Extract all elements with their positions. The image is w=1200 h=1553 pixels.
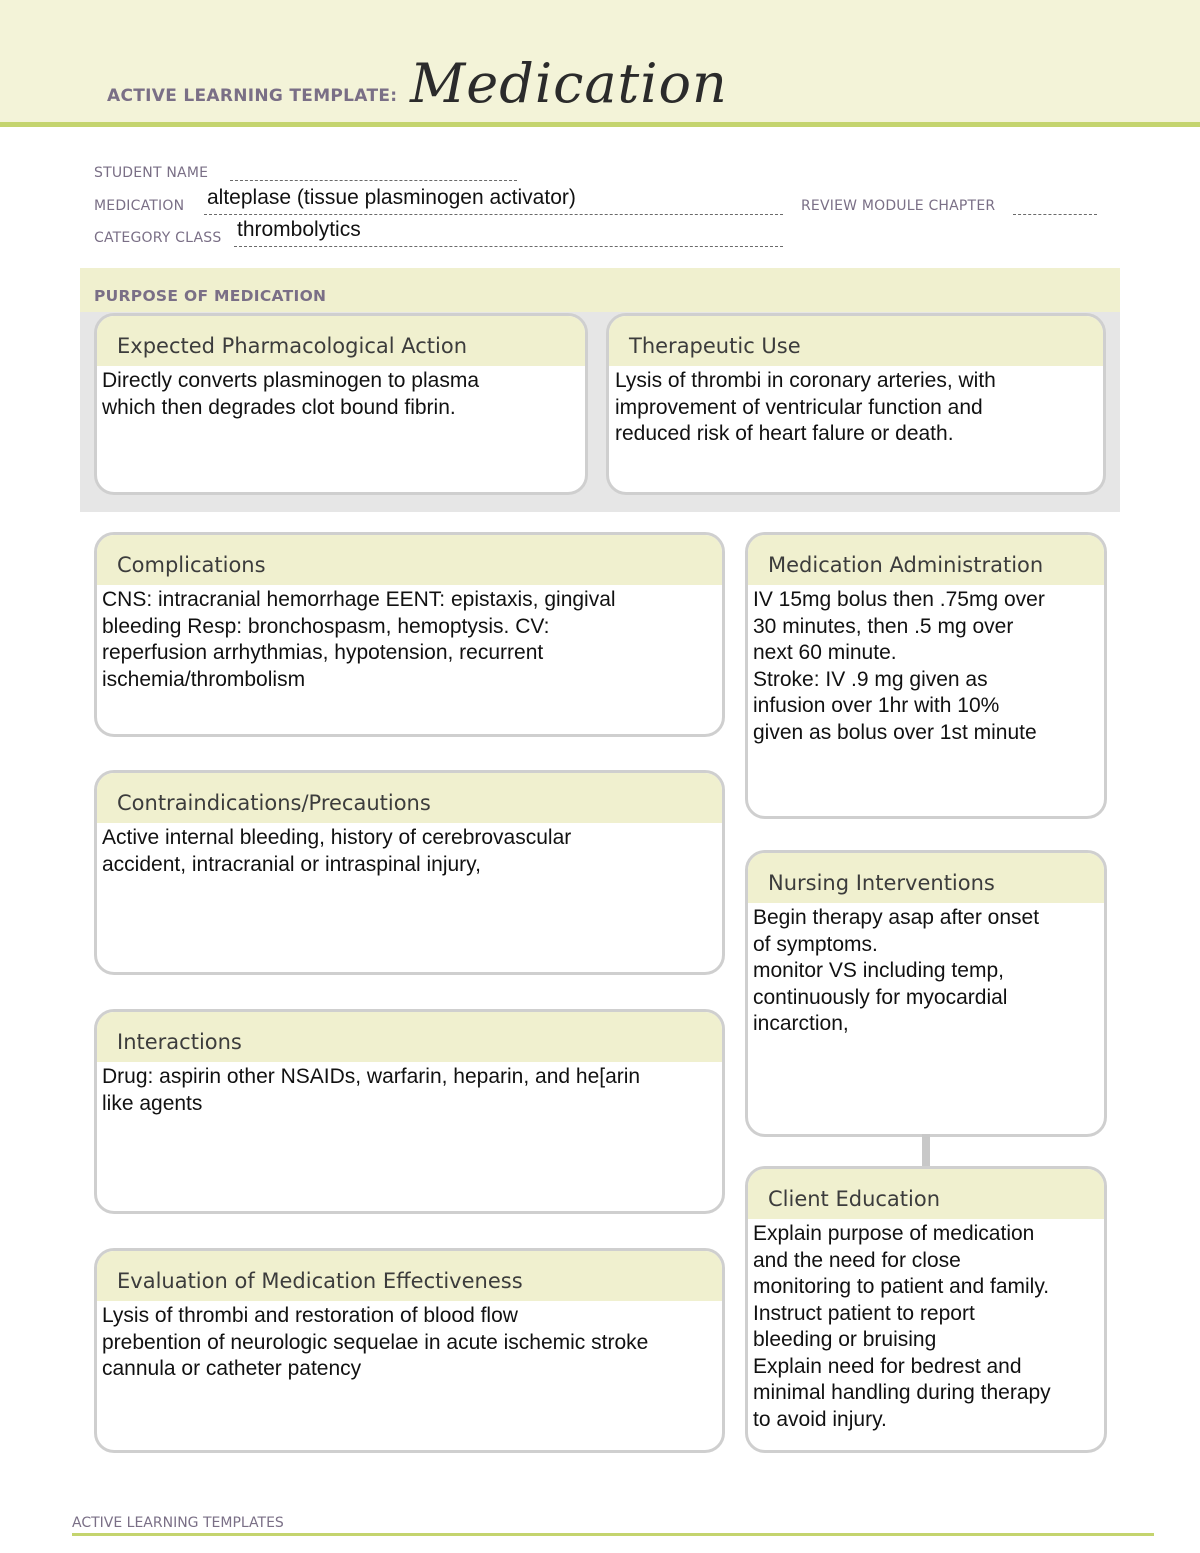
- therapeutic-use-title: Therapeutic Use: [609, 316, 1103, 366]
- interactions-text[interactable]: Drug: aspirin other NSAIDs, warfarin, heparin, and he[arin like agents: [102, 1065, 641, 1115]
- expected-action-box: [94, 313, 588, 495]
- evaluation-text[interactable]: Lysis of thrombi and restoration of blood flow prebention of neurologic sequelae in acute ischemic stroke cannula or catheter patency: [102, 1304, 649, 1380]
- evaluation-title: Evaluation of Medication Effectiveness: [97, 1251, 722, 1301]
- footer-label: ACTIVE LEARNING TEMPLATES: [72, 1515, 284, 1531]
- nursing-text[interactable]: Begin therapy asap after onset of symptoms. monitor VS including temp, continuously for myocardial incarction,: [753, 906, 1040, 1035]
- contraindications-title: Contraindications/Precautions: [97, 773, 722, 823]
- expected-action-title: Expected Pharmacological Action: [97, 316, 585, 366]
- footer-rule: [72, 1533, 1154, 1536]
- therapeutic-use-text[interactable]: Lysis of thrombi in coronary arteries, with improvement of ventricular function and reduced risk of heart falure or death.: [615, 369, 996, 445]
- category-class-label: CATEGORY CLASS: [94, 230, 222, 246]
- review-module-label: REVIEW MODULE CHAPTER: [801, 198, 996, 214]
- page-title: Medication: [410, 52, 728, 115]
- complications-text[interactable]: CNS: intracranial hemorrhage EENT: epistaxis, gingival bleeding Resp: bronchospasm, hemoptysis. CV: reperfusion arrhythmias, hypotension, recurrent ischemia/thrombolism: [102, 588, 616, 691]
- contraindications-text[interactable]: Active internal bleeding, history of cerebrovascular accident, intracranial or intraspinal injury,: [102, 826, 572, 876]
- client-education-box: [745, 1166, 1107, 1453]
- purpose-label: PURPOSE OF MEDICATION: [94, 287, 327, 305]
- administration-text[interactable]: IV 15mg bolus then .75mg over 30 minutes, then .5 mg over next 60 minute. Stroke: IV .9 mg given as infusion over 1hr with 10% given as bolus over 1st minute: [753, 588, 1045, 744]
- contraindications-box: [94, 770, 725, 975]
- category-class-field[interactable]: thrombolytics: [237, 218, 361, 241]
- therapeutic-use-box: [606, 313, 1106, 495]
- interactions-title: Interactions: [97, 1012, 722, 1062]
- client-education-text[interactable]: Explain purpose of medication and the need for close monitoring to patient and family. Instruct patient to report bleeding or bruising Explain need for bedrest and minimal handling during therapy to avoid injury.: [753, 1222, 1051, 1431]
- client-education-title: Client Education: [748, 1169, 1104, 1219]
- template-label: ACTIVE LEARNING TEMPLATE:: [107, 86, 398, 106]
- nursing-box: [745, 850, 1107, 1137]
- medication-label: MEDICATION: [94, 198, 185, 214]
- student-name-label: STUDENT NAME: [94, 165, 209, 181]
- administration-box: [745, 532, 1107, 819]
- review-module-line: [1013, 214, 1097, 215]
- header-rule: [0, 122, 1200, 127]
- student-name-line: [230, 180, 517, 181]
- evaluation-box: [94, 1248, 725, 1453]
- expected-action-text[interactable]: Directly converts plasminogen to plasma which then degrades clot bound fibrin.: [102, 369, 479, 419]
- nursing-title: Nursing Interventions: [748, 853, 1104, 903]
- medication-field[interactable]: alteplase (tissue plasminogen activator): [207, 186, 576, 209]
- complications-title: Complications: [97, 535, 722, 585]
- administration-title: Medication Administration: [748, 535, 1104, 585]
- interactions-box: [94, 1009, 725, 1214]
- medication-line: [204, 214, 783, 215]
- complications-box: [94, 532, 725, 737]
- box-connector: [922, 1134, 930, 1166]
- category-class-line: [234, 246, 783, 247]
